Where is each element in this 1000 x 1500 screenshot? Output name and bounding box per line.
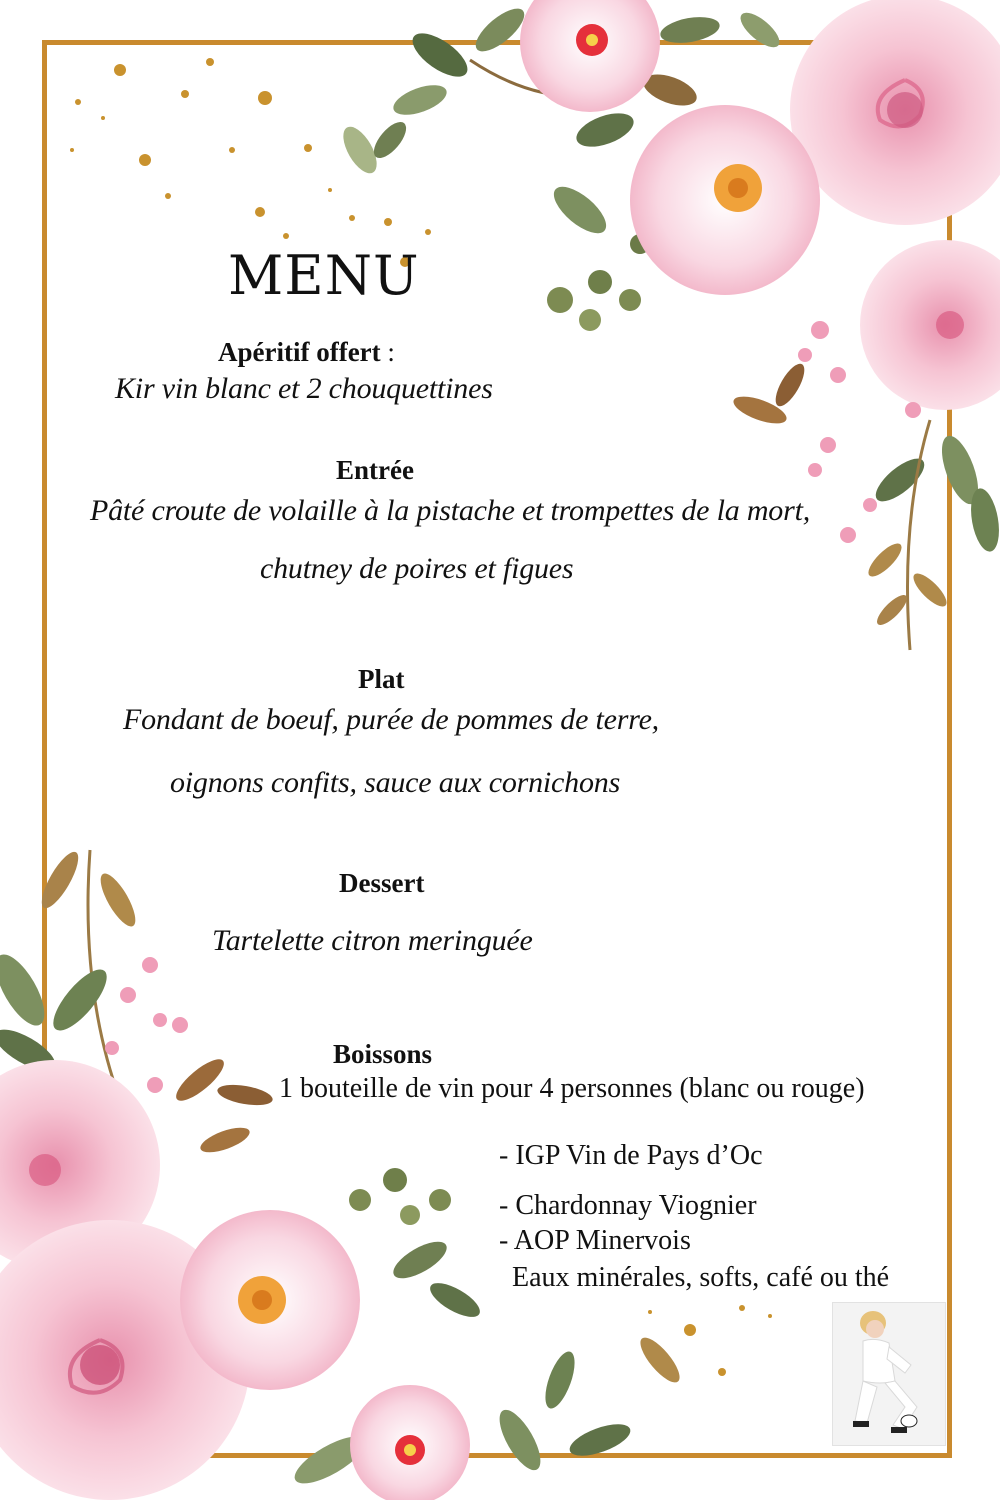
boissons-item: Eaux minérales, softs, café ou thé (512, 1262, 890, 1293)
boissons-item: - AOP Minervois (499, 1225, 691, 1256)
aperitif-heading-colon: : (380, 337, 395, 367)
aperitif-heading (218, 337, 395, 368)
man-in-white-suit-photo (832, 1302, 946, 1446)
aperitif-heading-label: Apéritif offert (218, 337, 381, 367)
entree-line-2: chutney de poires et figues (260, 552, 574, 585)
entree-line-1: Pâté croute de volaille à la pistache et trompettes de la mort, (90, 494, 811, 527)
person-figure (833, 1303, 945, 1445)
plat-line-2: oignons confits, sauce aux cornichons (170, 766, 621, 799)
aperitif-text: Kir vin blanc et 2 chouquettines (115, 372, 493, 405)
plat-heading: Plat (358, 664, 405, 694)
menu-title: MENU (228, 244, 420, 307)
dessert-text: Tartelette citron meringuée (212, 924, 533, 957)
entree-heading: Entrée (336, 455, 414, 485)
boissons-item: - Chardonnay Viognier (499, 1190, 757, 1221)
boissons-item: - IGP Vin de Pays d’Oc (499, 1140, 763, 1171)
boissons-heading: Boissons (333, 1039, 433, 1069)
dessert-heading: Dessert (339, 868, 425, 898)
boissons-wine: 1 bouteille de vin pour 4 personnes (blanc ou rouge) (279, 1073, 865, 1104)
plat-line-1: Fondant de boeuf, purée de pommes de terre, (123, 703, 659, 736)
